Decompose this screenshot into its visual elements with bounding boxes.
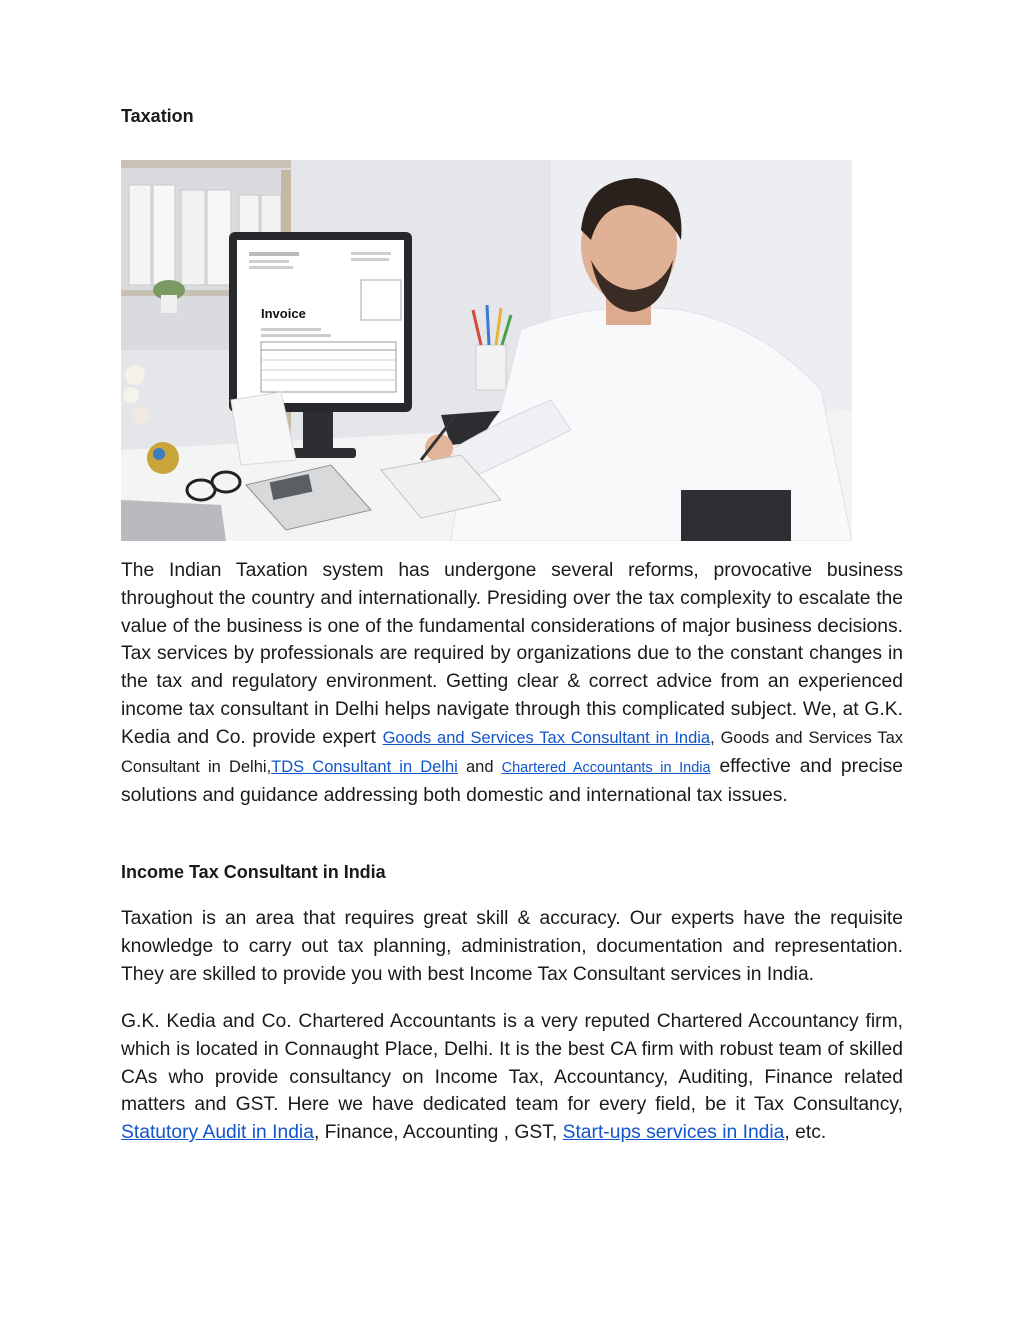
intro-text-end: effective and precise solutions and guidance addressing both domestic and international tax issues. [121,755,904,807]
invoice-title-text: Invoice [261,306,306,321]
section-heading-income-tax: Income Tax Consultant in India [121,862,386,882]
link-gst-consultant-india[interactable]: Goods and Services Tax Consultant in India [382,728,711,747]
gst-consultant-delhi-text: Goods and Services Tax Consultant in Delhi, [121,728,903,776]
intro-paragraph [121,557,903,810]
firm-text-start: G.K. Kedia and Co. Chartered Accountants is a very reputed Chartered Accountancy firm, which is located in Connaught Place, Delhi. It is the best CA firm with robust team of skilled CAs who provide consultancy on Income Tax, Accountancy, Auditing, Finance related matters and GST. Here we have dedicated team for every field, be it Tax Consultancy, [121,1011,903,1116]
firm-text-middle: , Finance, Accounting , GST, [313,1122,563,1144]
intro-text-start: The Indian Taxation system has undergone several reforms, provocative business throughout the country and internationally. Presiding over the tax complexity to escalate the value of the business is one of the fundamental considerations of major business decisions. Tax services by professionals are required by organizations due to the constant changes in the tax and regulatory environment. Getting clear & correct advice from an experienced income tax consultant in Delhi helps navigate through this complicated subject. We, at G.K. Kedia and Co. provide expert [121,560,903,748]
firm-text-end: , etc. [784,1122,827,1144]
intro-separator: , [710,728,721,747]
intro-and-text: and [457,757,502,776]
income-tax-paragraph: Taxation is an area that requires great skill & accuracy. Our experts have the requisite knowledge to carry out tax planning, administration, documentation and representation. They are skilled to provide you with best Income Tax Consultant services in India. [121,908,903,985]
link-statutory-audit-india[interactable]: Statutory Audit in India [121,1122,314,1144]
section-heading-taxation: Taxation [121,106,194,126]
office-photo [121,160,852,541]
link-chartered-accountants-india[interactable]: Chartered Accountants in India [501,759,711,776]
link-tds-consultant-delhi[interactable]: TDS Consultant in Delhi [271,757,458,776]
firm-paragraph [121,1008,903,1147]
link-startups-services-india[interactable]: Start-ups services in India [562,1122,785,1144]
